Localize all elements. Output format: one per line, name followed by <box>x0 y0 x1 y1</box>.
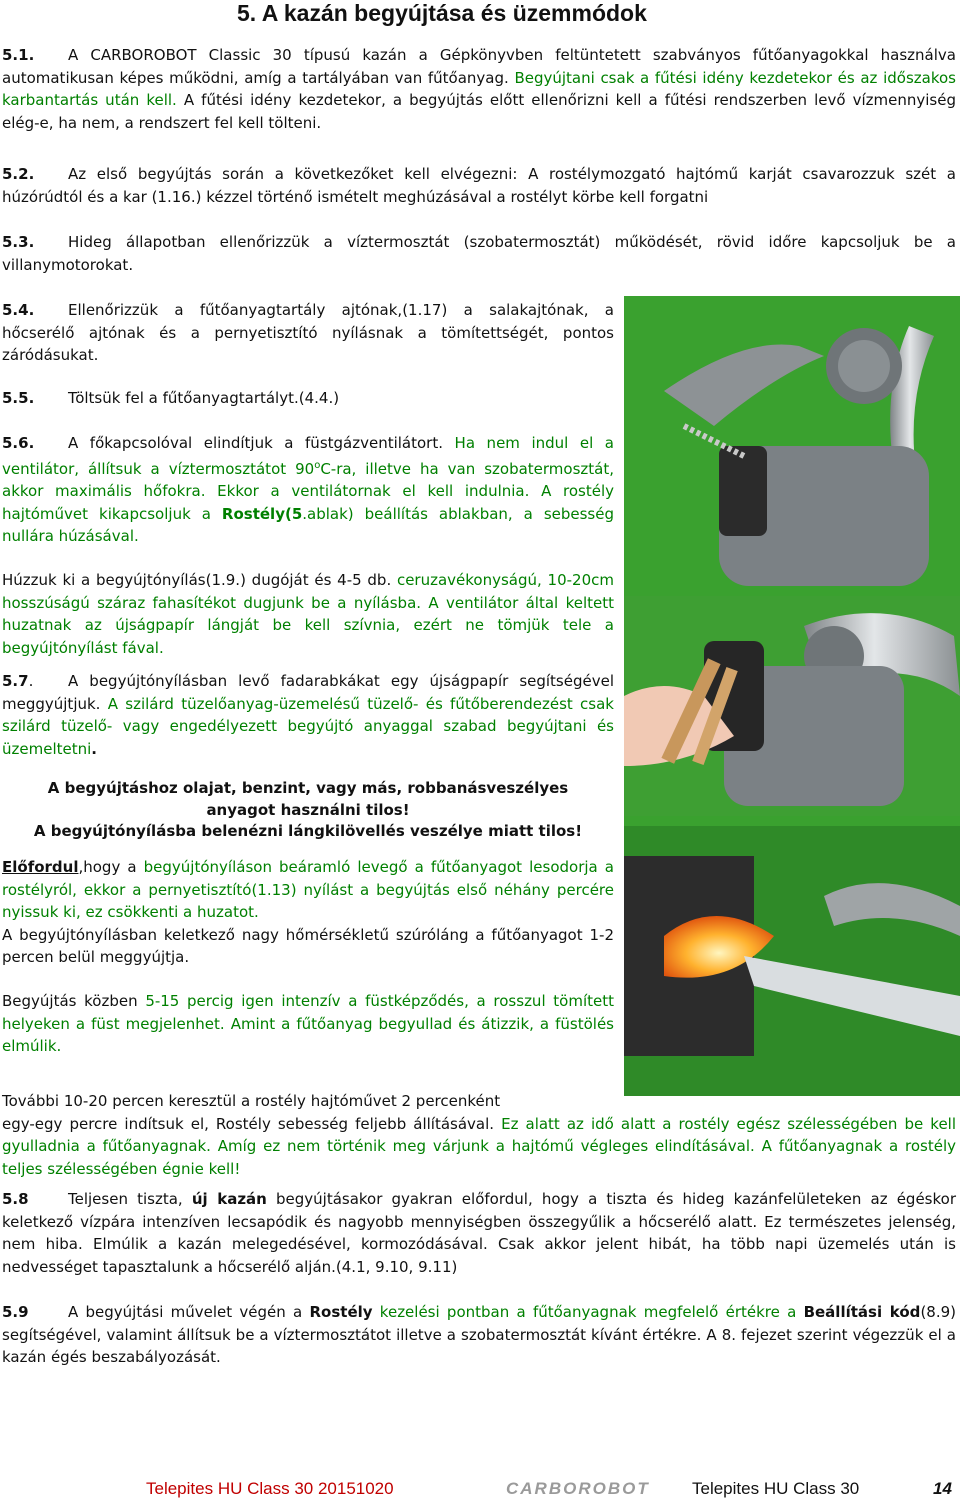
section-5-7 <box>2 670 614 760</box>
section-text-green: Begyújtani csak a fűtési idény kezdetekor és az időszakos karbantartás után kell. <box>2 68 956 109</box>
section-number: 5.6. <box>2 434 35 452</box>
para-text: Húzzuk ki a begyújtónyílás(1.9.) dugóját és 4-5 db. <box>2 571 397 589</box>
degree-sup: o <box>314 459 321 471</box>
para-text: A begyújtónyílásban keletkező nagy hőmérsékletű szúróláng a fűtőanyagot 1-2 percen belül meggyújtja. <box>2 925 614 966</box>
section-text-green: A szilárd tüzelőanyag-üzemelésű tüzelő- és fűtőberendezést csak szilárd tüzelő- vagy engedélyezett begyújtó anyaggal szabad begyújtani és üzemeltetni <box>2 694 614 758</box>
paragraph-elofordul <box>2 856 614 969</box>
section-text: A begyújtási művelet végén a <box>68 1303 310 1321</box>
section-text-bold: Rostély(5 <box>221 504 303 523</box>
section-text: begyújtásakor gyakran előfordul, hogy a tiszta és hideg kazánfelületeken az égéskor keletkező vízpára intenzíven lecsapódik és nagyobb mennyiségben összegyűlik a hőcserélő alatt. Ez természetes jelenség, nem hiba. Elmúlik a kazán melegedésével, kormozódásával. Csak akkor jelent hibát, ha több napi üzemelés után is nedvességet tapasztalunk a hőcserélő alján.(4.1, 9.10, 9.11) <box>2 1190 956 1276</box>
section-text: Hideg állapotban ellenőrizzük a víztermosztát (szobatermosztát) működését, rövid időre kapcsoljuk be a villanymotorokat. <box>2 233 956 274</box>
paragraph-tovabbi <box>2 1090 956 1180</box>
para-text-green: ceruzavékonyságú, 10-20cm hosszúságú száraz fahasítékot dugjunk be a nyílásba. A ventilátor által keltett huzatnak az újságpapír lángját be kell szívnia, ezért ne tömjük tele a begyújtónyílást fával. <box>2 571 614 657</box>
section-text: A CARBOROBOT Classic 30 típusú kazán a Gépkönyvben feltüntetett szabványos fűtőanyagokkal használva automatikusan képes működni, amíg a tartályában van fűtőanyag. <box>2 46 956 87</box>
page-title: 5. A kazán begyújtása és üzemmódok <box>237 0 647 26</box>
footer-brand-logo: CARBOROBOT <box>506 1479 650 1498</box>
section-text: Ellenőrizzük a fűtőanyagtartály ajtónak,(1.17) a salakajtónak, a hőcserélő ajtónak és a pernyetisztító nyílásnak a tömítettségét, pontos záródásukat. <box>2 301 614 364</box>
section-5-4 <box>2 299 614 367</box>
para-text: További 10-20 percen keresztül a rostély hajtóművet 2 percenként <box>2 1092 501 1110</box>
para-text-green: begyújtónyíláson beáramló levegő a fűtőanyagot lesodorja a rostélyról, ekkor a pernyetisztító(1.13) nyílást a begyújtás első néhány percére nyissuk ki, ez csökkenti a huzatot. <box>2 858 614 921</box>
section-text-green: .ablak) beállítás ablakban, a sebesség nullára húzásával. <box>2 504 614 545</box>
paragraph-begyujtas <box>2 990 614 1058</box>
section-text: Töltsük fel a fűtőanyagtartályt.(4.4.) <box>68 389 340 407</box>
section-text-bold: Rostély <box>309 1303 373 1321</box>
footer-doc-name: Telepites HU Class 30 <box>692 1479 860 1498</box>
section-number: 5.7. <box>2 672 34 690</box>
section-number: 5.5. <box>2 389 35 407</box>
section-text: A begyújtónyílásban levő fadarabkákat egy újságpapír segítségével meggyújtjuk. <box>2 672 614 713</box>
section-text-bold: új kazán <box>191 1190 267 1208</box>
section-number: 5.8 <box>2 1190 29 1208</box>
section-text: A fűtési idény kezdetekor, a begyújtás előtt ellenőrizni kell a fűtési rendszerben levő vízmennyiség elég-e, ha nem, a rendszert fel kell tölteni. <box>2 91 956 132</box>
section-number: 5.2. <box>2 165 35 183</box>
section-text-bold: Beállítási kód <box>803 1303 921 1321</box>
section-5-1 <box>2 44 956 134</box>
para-text: egy-egy percre indítsuk el, Rostély sebesség feljebb állításával. <box>2 1114 502 1133</box>
page-number: 14 <box>933 1479 952 1498</box>
boiler-photo <box>624 296 960 1096</box>
section-text: Az első begyújtás során a következőket kell elvégezni: A rostélymozgató hajtómű karját csavarozzuk szét a húzórúdtól és a kar (1.16.) kézzel történő ismételt meghúzásával a rostélyt körbe kell forgatni <box>2 165 956 206</box>
section-5-2 <box>2 163 956 208</box>
paragraph-huzzuk <box>2 569 614 659</box>
warning-line: A begyújtáshoz olajat, benzint, vagy más, robbanásveszélyes <box>47 779 569 797</box>
section-5-8 <box>2 1188 956 1278</box>
section-text: (8.9) segítségével, valamint állítsuk be a víztermosztátot illetve a szobatermosztát kívánt értékre. A 8. fejezet szerint végezzük el a kazán égés beszabályozását. <box>2 1303 956 1366</box>
para-text: Begyújtás közben <box>2 992 146 1010</box>
footer-doc-id: Telepites HU Class 30 20151020 <box>146 1479 394 1498</box>
section-5-9 <box>2 1301 956 1369</box>
section-text: Teljesen tiszta, <box>68 1190 192 1208</box>
section-5-6 <box>2 432 614 548</box>
footer <box>0 1479 960 1501</box>
section-text-green: Ha nem indul el a ventilátor, állítsuk a víztermosztátot 90 <box>2 434 614 478</box>
section-5-5 <box>2 387 614 410</box>
warning-line: A begyújtónyílásba belenézni lángkilövellés veszélye miatt tilos! <box>33 822 583 840</box>
section-number: 5.1. <box>2 46 35 64</box>
para-text: ,hogy a <box>78 858 144 876</box>
section-number: 5.4. <box>2 301 35 319</box>
underlined-word: Előfordul <box>2 858 79 876</box>
section-text-green: C-ra, illetve ha van szobatermosztát, akkor maximális hőfokra. Ekkor a ventilátornak el kell indulnia. A rostély hajtóművet kikapcsoljuk a <box>2 459 614 523</box>
para-text-green: Ez alatt az idő alatt a rostély egész szélességében be kell gyulladnia a fűtőanyagnak. Amíg ez nem történik meg várjunk a hajtómű végleges elindításával. A fűtőanyagnak a rostély teljes szélességében égnie kell! <box>2 1114 957 1178</box>
warning-line: anyagot használni tilos! <box>206 800 410 819</box>
ignition-plug <box>719 446 767 536</box>
section-text-green: kezelési pontban a fűtőanyagnak megfelelő értékre a <box>372 1303 804 1321</box>
section-5-3 <box>2 231 956 276</box>
section-number: 5.9 <box>2 1303 29 1321</box>
warning-block <box>2 778 614 843</box>
section-text: . <box>91 739 97 758</box>
section-text: A főkapcsolóval elindítjuk a füstgázventilátort. <box>68 434 455 452</box>
section-number: 5.3. <box>2 233 35 251</box>
para-text-green: 5-15 percig igen intenzív a füstképződés, a rosszul tömített helyeken a füst megjelenhet. Amint a fűtőanyag begyullad és átizzik, a füstölés elmúlik. <box>2 992 615 1055</box>
boiler-photo-column <box>624 296 960 1096</box>
